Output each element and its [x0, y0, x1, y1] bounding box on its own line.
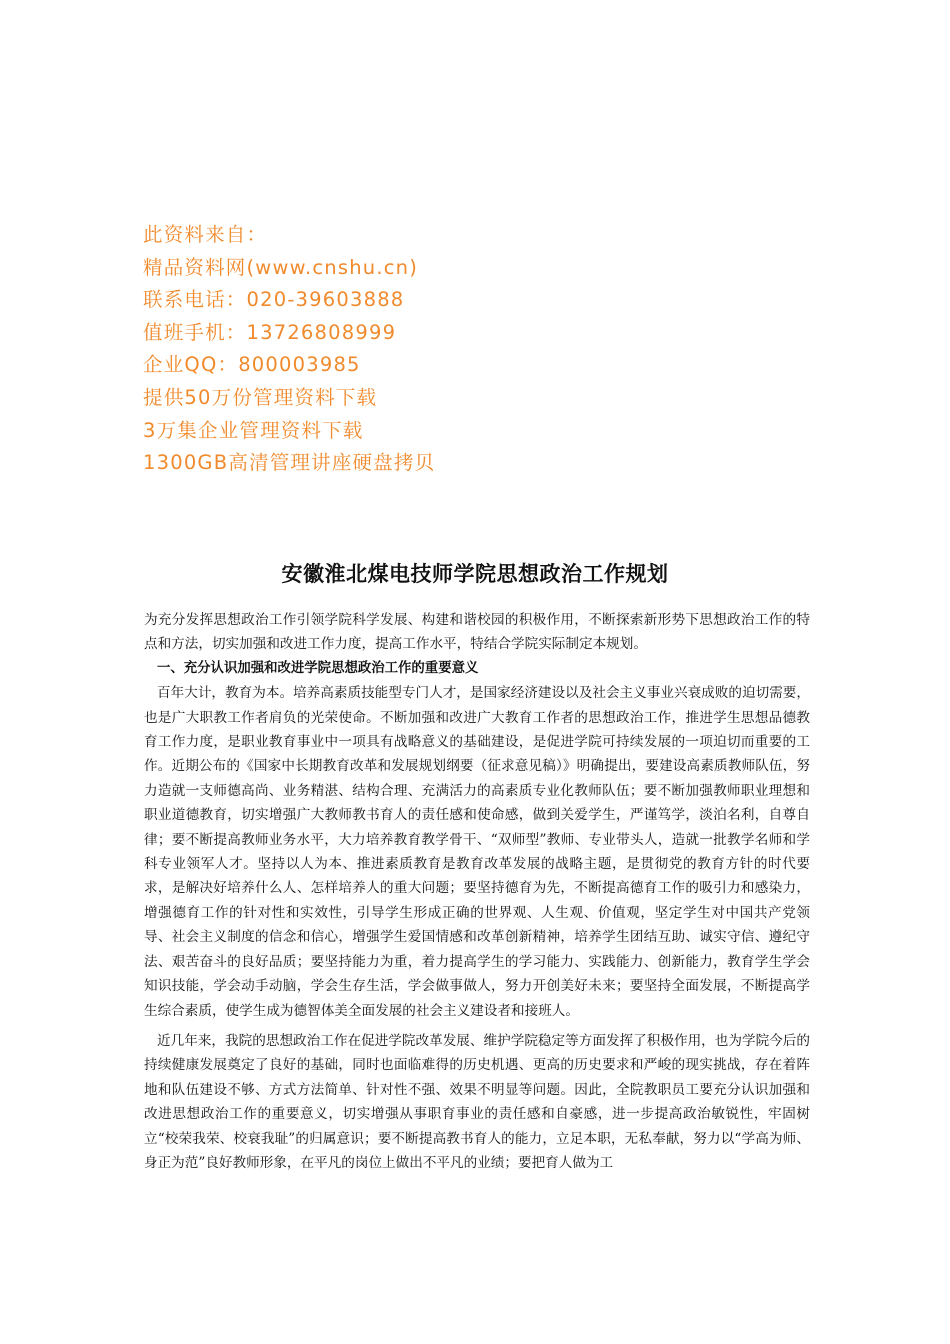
document-title: 安徽淮北煤电技师学院思想政治工作规划 [281, 562, 669, 586]
promo-line-mobile: 值班手机：13726808999 [143, 320, 397, 344]
section-heading-1: 一、充分认识加强和改进学院思想政治工作的重要意义 [157, 660, 479, 676]
body-paragraph-1: 百年大计，教育为本。培养高素质技能型专门人才，是国家经济建设以及社会主义事业兴衰成败的迫切需要，也是广大职教工作者肩负的光荣使命。不断加强和改进广大教育工作者的思想政治工作，推进学生思想品德教育工作力度，是职业教育事业中一项具有战略意义的基础建设，是促进学院可持续发展的一项迫切而重要的工作。近期公布的《国家中长期教育改革和发展规划纲要（征求意见稿）》明确提出，要建设高素质教师队伍，努力造就一支师德高尚、业务精湛、结构合理、充满活力的高素质专业化教师队伍；要不断加强教师职业理想和职业道德教育，切实增强广大教师教书育人的责任感和使命感，做到关爱学生，严谨笃学，淡泊名利，自尊自律；要不断提高教师业务水平，大力培养教育教学骨干、“双师型”教师、专业带头人，造就一批教学名师和学科专业领军人才。坚持以人为本、推进素质教育是教育改革发展的战略主题，是贯彻党的教育方针的时代要求，是解决好培养什么人、怎样培养人的重大问题；要坚持德育为先，不断提高德育工作的吸引力和感染力，增强德育工作的针对性和实效性，引导学生形成正确的世界观、人生观、价值观，坚定学生对中国共产党领导、社会主义制度的信念和信心，增强学生爱国情感和改革创新精神，培养学生团结互助、诚实守信、遵纪守法、艰苦奋斗的良好品质；要坚持能力为重，着力提高学生的学习能力、实践能力、创新能力，教育学生学会知识技能，学会动手动脑，学会生存生活，学会做事做人，努力开创美好未来；要坚持全面发展，不断提高学生综合素质，使学生成为德智体美全面发展的社会主义建设者和接班人。 [144, 685, 810, 1019]
promo-line-phone: 联系电话：020-39603888 [143, 288, 405, 312]
promo-line-offer-1: 提供50万份管理资料下载 [143, 385, 378, 409]
promo-block [143, 219, 743, 480]
intro-paragraph: 为充分发挥思想政治工作引领学院科学发展、构建和谐校园的积极作用，不断探索新形势下思想政治工作的特点和方法，切实加强和改进工作力度，提高工作水平，特结合学院实际制定本规划。 [144, 612, 810, 653]
promo-line-offer-2: 3万集企业管理资料下载 [143, 418, 364, 442]
document-body [144, 608, 810, 1175]
promo-line-qq: 企业QQ：800003985 [143, 353, 361, 377]
promo-line-offer-3: 1300GB高清管理讲座硬盘拷贝 [143, 451, 436, 475]
body-paragraph-2: 近几年来，我院的思想政治工作在促进学院改革发展、维护学院稳定等方面发挥了积极作用，也为学院今后的持续健康发展奠定了良好的基础，同时也面临难得的历史机遇、更高的历史要求和严峻的现实挑战，存在着阵地和队伍建设不够、方式方法简单、针对性不强、效果不明显等问题。因此，全院教职员工要充分认识加强和改进思想政治工作的重要意义，切实增强从事职育事业的责任感和自豪感，进一步提高政治敏锐性，牢固树立“校荣我荣、校衰我耻”的归属意识；要不断提高教书育人的能力，立足本职，无私奉献，努力以“学高为师、身正为范”良好教师形象，在平凡的岗位上做出不平凡的业绩；要把育人做为工 [144, 1032, 810, 1171]
promo-line-website: 精品资料网(www.cnshu.cn) [143, 255, 419, 279]
promo-line-source: 此资料来自： [143, 223, 268, 246]
